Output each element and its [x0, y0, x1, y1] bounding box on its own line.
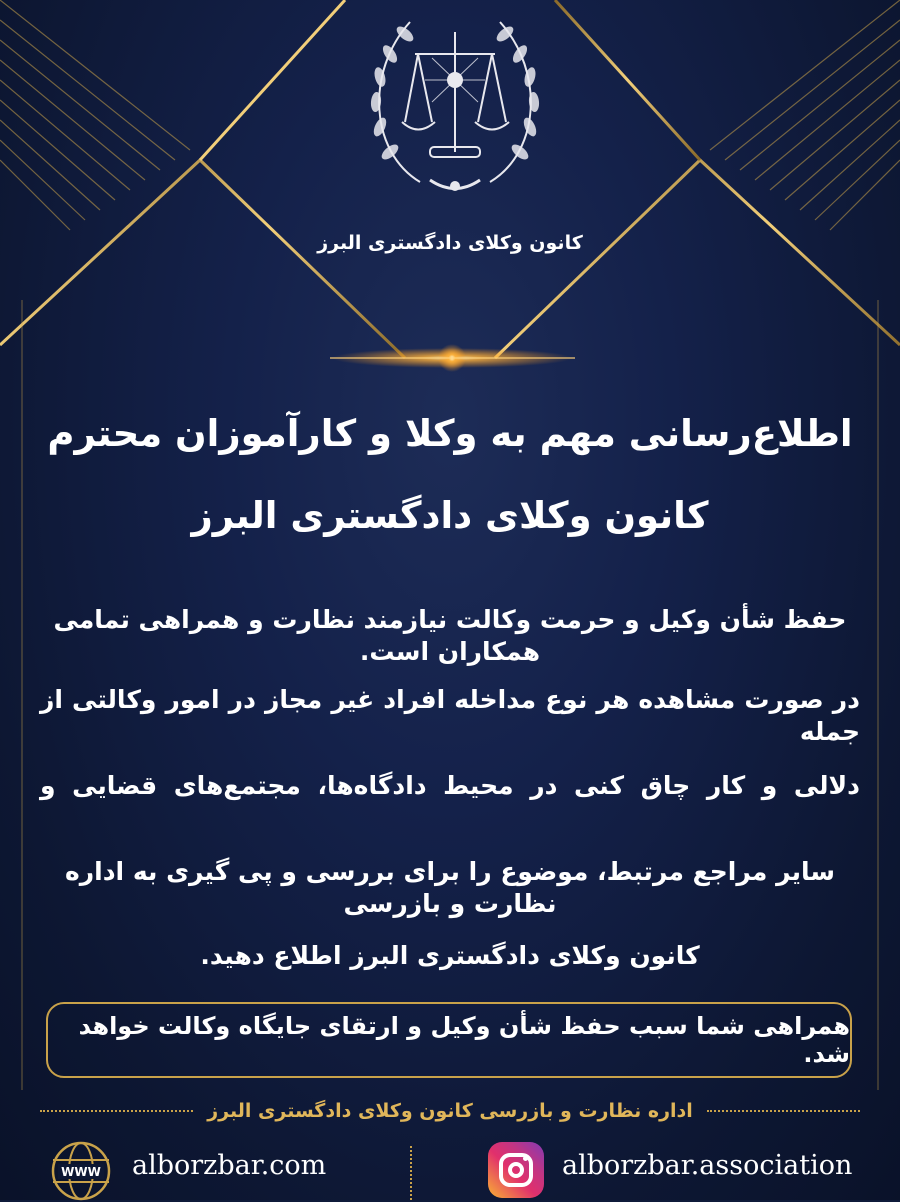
body-line-3: دلالی و کار چاق کنی در محیط دادگاه‌ها، مجتمع‌های قضایی و	[40, 771, 860, 800]
globe-www-icon	[50, 1140, 112, 1202]
www-label: WWW	[61, 1165, 101, 1179]
department-name: اداره نظارت و بازرسی کانون وکلای دادگستری البرز	[207, 1100, 693, 1122]
footer-divider	[410, 1146, 412, 1200]
body-line-1: حفظ شأن وکیل و حرمت وکالت نیازمند نظارت و همراهی تمامی همکاران است.	[53, 605, 847, 666]
website-link[interactable]: alborzbar.com	[132, 1150, 327, 1181]
scales-of-justice-wreath-emblem-icon	[360, 2, 550, 202]
department-row	[40, 1096, 860, 1126]
body-line-4: سایر مراجع مرتبط، موضوع را برای بررسی و پی گیری به اداره نظارت و بازرسی	[65, 857, 835, 918]
org-name: کانون وکلای دادگستری البرز	[317, 232, 583, 254]
page-title-line2: کانون وکلای دادگستری البرز	[191, 494, 709, 537]
dotted-divider-left	[40, 1110, 193, 1112]
body-line-2: در صورت مشاهده هر نوع مداخله افراد غیر مجاز در امور وکالتی از جمله	[40, 685, 860, 746]
body-line-5: کانون وکلای دادگستری البرز اطلاع دهید.	[200, 941, 700, 970]
instagram-icon[interactable]	[488, 1142, 544, 1198]
instagram-handle[interactable]: alborzbar.association	[562, 1150, 853, 1181]
page-title-line1: اطلاع‌رسانی مهم به وکلا و کارآموزان محترم	[47, 412, 853, 455]
footer	[0, 1136, 900, 1200]
highlight-note: همراهی شما سبب حفظ شأن وکیل و ارتقای جایگاه وکالت خواهد شد.	[46, 1002, 852, 1078]
dotted-divider-right	[707, 1110, 860, 1112]
